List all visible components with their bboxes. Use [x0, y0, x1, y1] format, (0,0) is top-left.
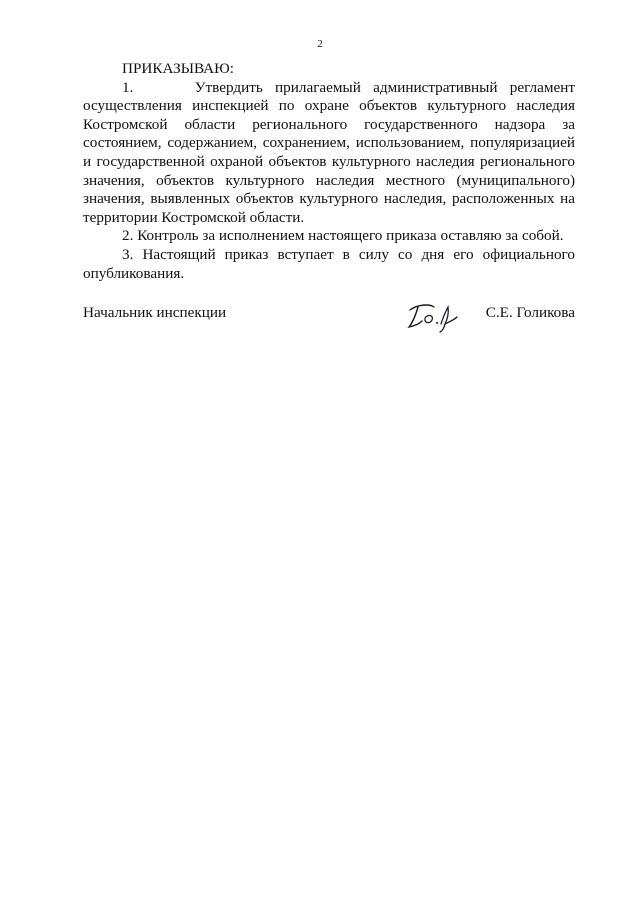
order-item-2: 2. Контроль за исполнением настоящего приказа оставляю за собой.	[122, 227, 564, 245]
order-item-1: 1. Утвердить прилагаемый административный регламент осуществления инспекцией по охране объектов культурного наследия Костромской области регионального государственного надзора за состоянием, содержанием, сохранением, использованием, популяризацией и государственной охраной объектов культурного наследия регионального значения, объектов культурного наследия местного (муниципального) значения, выявленных объектов культурного наследия, расположенных на территории Костромской области.	[83, 78, 575, 226]
order-body	[83, 60, 575, 283]
order-item-3: 3. Настоящий приказ вступает в силу со дня его официального опубликования.	[83, 245, 575, 282]
signature-block	[83, 300, 575, 334]
order-heading: ПРИКАЗЫВАЮ:	[122, 60, 234, 77]
signatory-position: Начальник инспекции	[83, 304, 227, 321]
handwritten-signature	[404, 300, 464, 334]
page-number: 2	[317, 38, 323, 50]
signatory-name: С.Е. Голикова	[485, 304, 575, 321]
